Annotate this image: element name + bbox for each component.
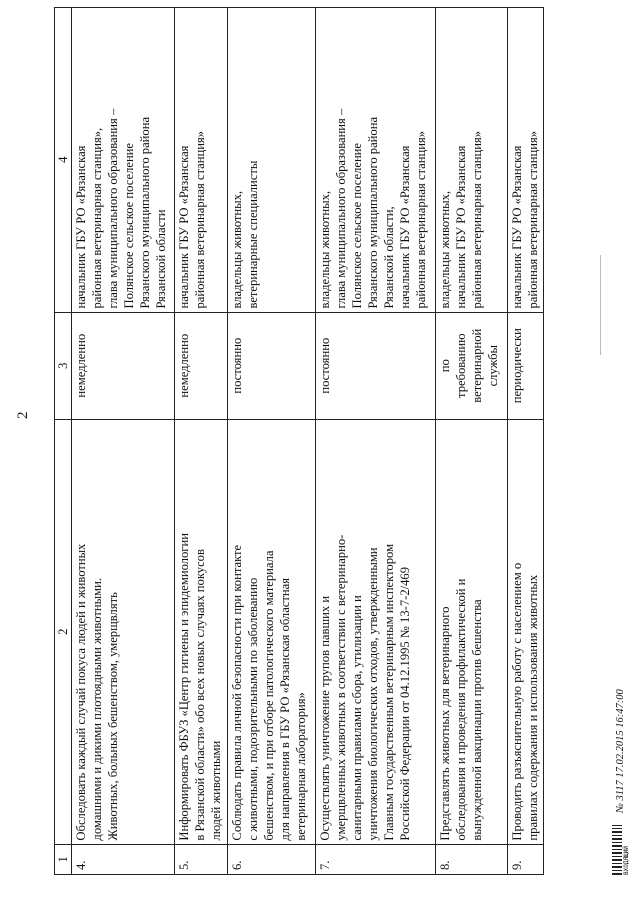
plan-table — [54, 7, 544, 875]
row-responsible: начальник ГБУ РО «Рязанская районная ветеринарная станция» — [175, 8, 228, 313]
row-responsible: начальник ГБУ РО «Рязанская районная ветеринарная станция» — [508, 8, 544, 313]
row-term: по требованию ветеринарной службы — [436, 312, 508, 419]
table-row — [508, 8, 544, 875]
header-col-3: 3 — [55, 312, 72, 419]
row-responsible: владельцы животных, глава муниципального образования – Полянское сельское поселение Рязанского муниципального района Рязанской области, начальник ГБУ РО «Рязанская районная ветеринарная станция» — [316, 8, 436, 313]
row-responsible: начальник ГБУ РО «Рязанская районная ветеринарная станция», глава муниципального образования – Полянское сельское поселение Рязанского муниципального района Рязанской области — [72, 8, 175, 313]
row-action: Информировать ФБУЗ «Центр гигиены и эпидемиологии в Рязанской области» обо всех новых случаях покусов людей животными — [175, 419, 228, 844]
row-responsible: владельцы животных, начальник ГБУ РО «Рязанская районная ветеринарная станция» — [436, 8, 508, 313]
row-term: периодически — [508, 312, 544, 419]
row-term: немедленно — [72, 312, 175, 419]
row-term: немедленно — [175, 312, 228, 419]
table-row — [72, 8, 175, 875]
barcode-stamp — [612, 825, 634, 875]
row-action: Проводить разъяснительную работу с населением о правилах содержания и использования животных — [508, 419, 544, 844]
table-row — [436, 8, 508, 875]
row-number: 8. — [436, 844, 508, 874]
row-action: Обследовать каждый случай покуса людей и животных домашними и дикими плотоядными животными. Животных, больных бешенством, умерщвлять — [72, 419, 175, 844]
row-action: Представлять животных для ветеринарного обследования и проведения профилактической и вынужденной вакцинации против бешенства — [436, 419, 508, 844]
scan-artifact-line — [600, 255, 601, 355]
row-responsible: владельцы животных, ветеринарные специалисты — [228, 8, 316, 313]
header-col-4: 4 — [55, 8, 72, 313]
registration-number: № 3117 17.02.2015 16:47:00 — [615, 689, 626, 813]
table-row — [316, 8, 436, 875]
row-action: Осуществлять уничтожение трупов павших и умерщвленных животных в соответствии с ветеринарно- санитарными правилами сбора, утилизации и уничтожения биологических отходов, утвержденными Главным государственным ветеринарным инспектором Российской Федерации от 04.12.1995 № 13-7-2/469 — [316, 419, 436, 844]
header-col-1: 1 — [55, 844, 72, 874]
row-term: постоянно — [228, 312, 316, 419]
row-number: 9. — [508, 844, 544, 874]
table-row — [228, 8, 316, 875]
row-number: 6. — [228, 844, 316, 874]
row-number: 4. — [72, 844, 175, 874]
header-col-2: 2 — [55, 419, 72, 844]
row-number: 5. — [175, 844, 228, 874]
stamp-label: ВХОДЯЩИЙ — [623, 846, 630, 875]
row-term: постоянно — [316, 312, 436, 419]
page-number: 2 — [15, 411, 31, 419]
row-number: 7. — [316, 844, 436, 874]
row-action: Соблюдать правила личной безопасности при контакте с животными, подозрительными по заболеванию бешенством, и при отборе патологического материала для направления в ГБУ РО «Рязанская областная ветеринарная лаборатория» — [228, 419, 316, 844]
table-header-row — [55, 8, 72, 875]
table-row — [175, 8, 228, 875]
barcode-icon — [612, 825, 622, 875]
